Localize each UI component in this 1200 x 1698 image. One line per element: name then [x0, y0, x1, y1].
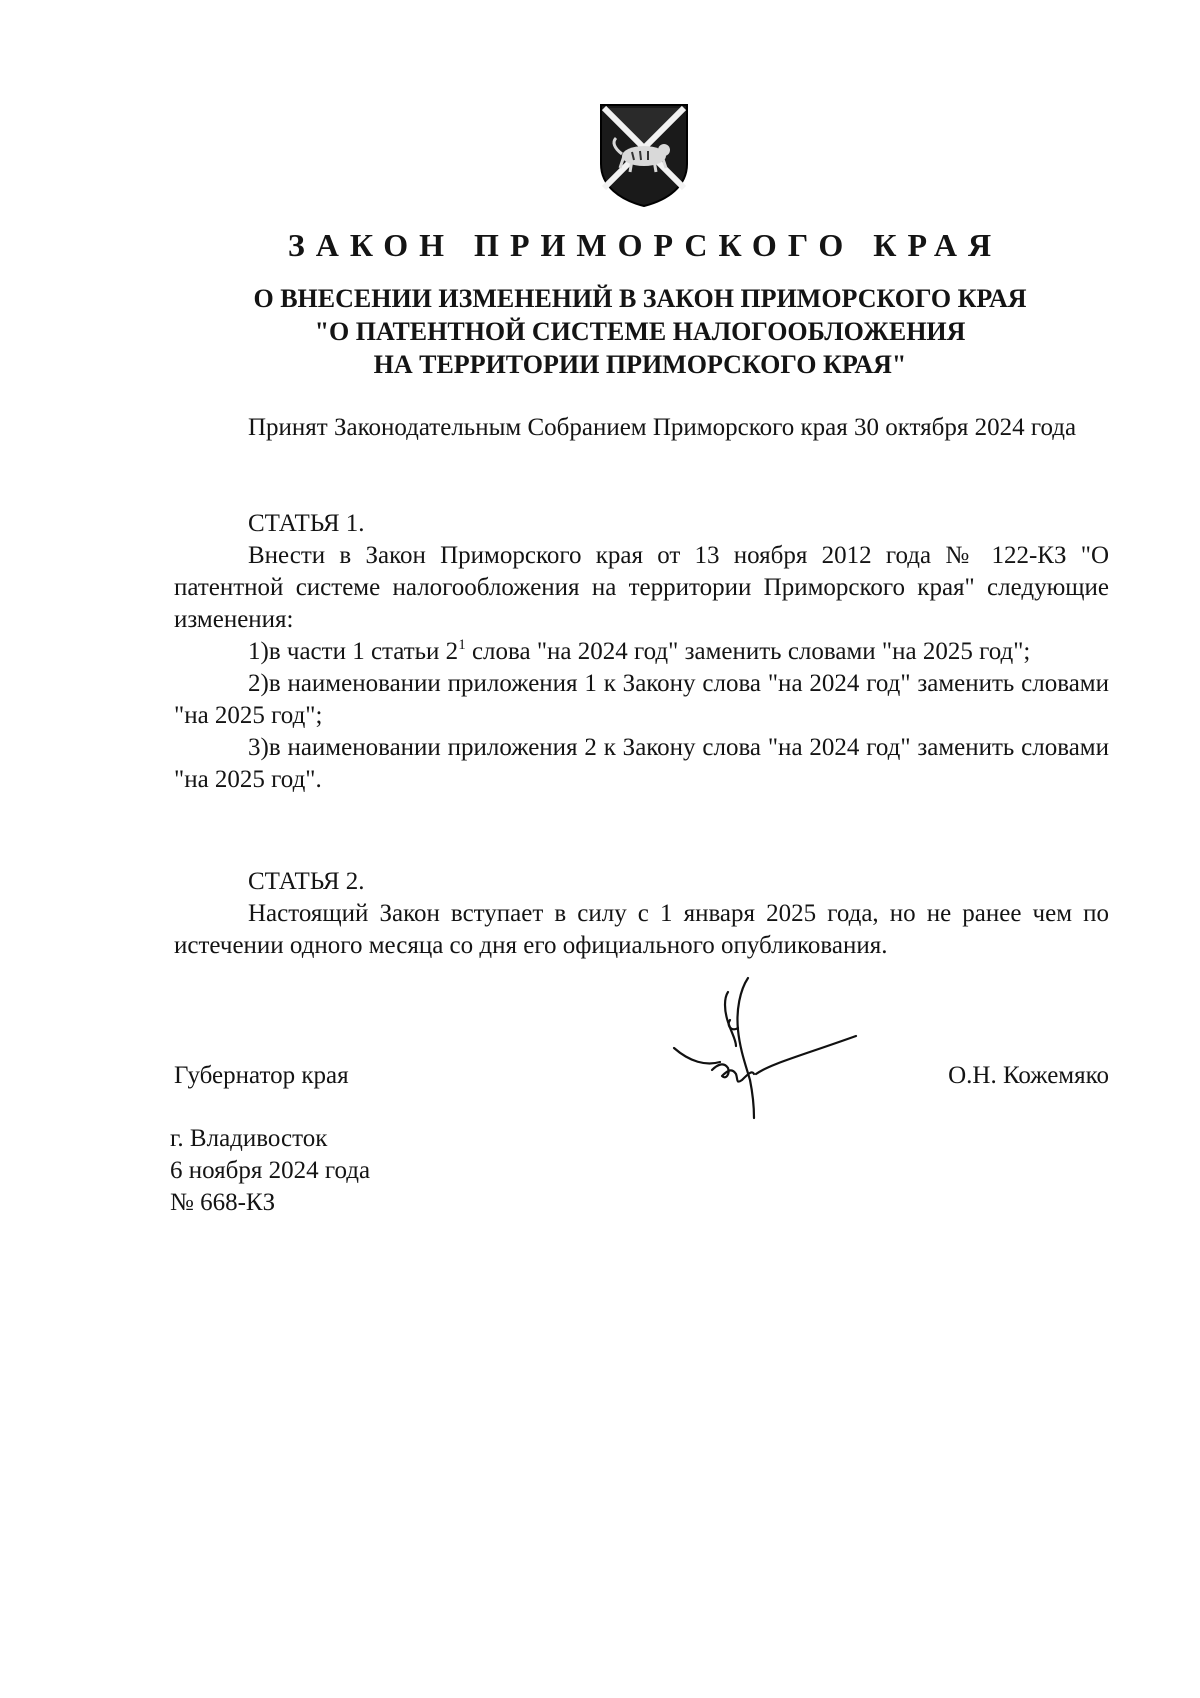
heading-line: О ВНЕСЕНИИ ИЗМЕНЕНИЙ В ЗАКОН ПРИМОРСКОГО КРАЯ [253, 284, 1027, 313]
article-2-heading: СТАТЬЯ 2. [248, 868, 365, 895]
heading-line: НА ТЕРРИТОРИИ ПРИМОРСКОГО КРАЯ" [373, 350, 907, 379]
article-1-item-3: 3)в наименовании приложения 2 к Закону слова "на 2024 год" заменить словами "на 2025 год". [174, 734, 1109, 793]
adoption-text: Принят Законодательным Собранием Приморского края 30 октября 2024 года [248, 414, 1077, 441]
handwritten-signature-icon [670, 970, 860, 1130]
item-1-after: слова "на 2024 год" заменить словами "на 2025 год"; [465, 638, 1031, 665]
item-1-before: 1)в части 1 статьи 2 [248, 638, 459, 665]
signatory-title: Губернатор края [174, 1062, 349, 1089]
law-heading [200, 282, 1080, 381]
article-1 [174, 508, 1109, 796]
article-1-heading: СТАТЬЯ 1. [248, 510, 365, 537]
law-title: ЗАКОН ПРИМОРСКОГО КРАЯ [287, 227, 1003, 263]
article-1-item-2: 2)в наименовании приложения 1 к Закону слова "на 2024 год" заменить словами "на 2025 год"; [174, 670, 1109, 729]
article-2-text: Настоящий Закон вступает в силу с 1 января 2025 года, но не ранее чем по истечении одного месяца со дня его официального опубликования. [174, 900, 1109, 959]
coat-of-arms-icon [598, 102, 690, 208]
signatory-name: О.Н. Кожемяко [948, 1062, 1109, 1089]
article-1-intro: Внести в Закон Приморского края от 13 ноября 2012 года № 122-КЗ "О патентной системе налогообложения на территории Приморского края" следующие изменения: [174, 542, 1109, 633]
item-1-superscript: 1 [458, 637, 466, 653]
article-1-item-1 [174, 636, 1109, 668]
law-footer [170, 1123, 370, 1219]
heading-line: "О ПАТЕНТНОЙ СИСТЕМЕ НАЛОГООБЛОЖЕНИЯ [314, 317, 966, 346]
adoption-note [174, 412, 1109, 444]
article-2 [174, 866, 1109, 962]
footer-number: № 668-КЗ [170, 1189, 276, 1216]
footer-date: 6 ноября 2024 года [170, 1157, 371, 1184]
footer-city: г. Владивосток [170, 1125, 328, 1152]
